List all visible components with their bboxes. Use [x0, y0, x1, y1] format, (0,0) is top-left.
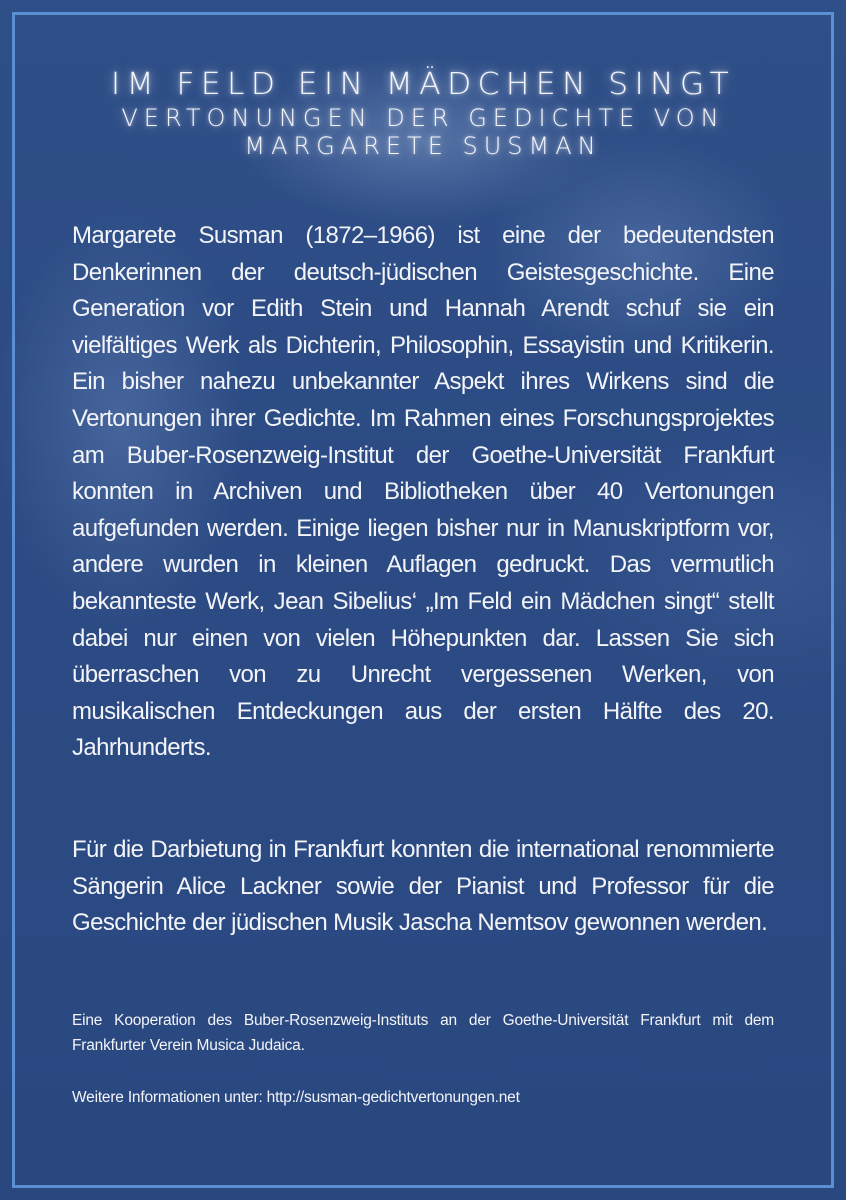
more-info-link[interactable]: Weitere Informationen unter: http://susman-gedichtvertonungen.net [72, 1089, 520, 1106]
subtitle-line-1: VERTONUNGEN DER GEDICHTE VON [121, 104, 725, 132]
subtitle-line-2: MARGARETE SUSMAN [244, 132, 602, 160]
page-title: IM FELD EIN MÄDCHEN SINGT [110, 67, 736, 102]
performers-paragraph: Für die Darbietung in Frankfurt konnten die international renommierte Sängerin Alice Lackner sowie der Pianist und Professor für die Geschichte der jüdischen Musik Jascha Nemtsov gewonnen werden. [72, 836, 774, 937]
cooperation-note: Eine Kooperation des Buber-Rosenzweig-Instituts an der Goethe-Universität Frankfurt mit dem Frankfurter Verein Musica Judaica. [72, 1012, 774, 1054]
intro-paragraph: Margarete Susman (1872–1966) ist eine der bedeutendsten Denkerinnen der deutsch-jüdischen Geistesgeschichte. Eine Generation vor Edith Stein und Hannah Arendt schuf sie ein vielfältiges Werk als Dichterin, Philosophin, Essayistin und Kritikerin. Ein bisher nahezu unbekannter Aspekt ihres Wirkens sind die Vertonungen ihrer Gedichte. Im Rahmen eines Forschungsprojektes am Buber-Rosenzweig-Institut der Goethe-Universität Frankfurt konnten in Archiven und Bibliotheken über 40 Vertonungen aufgefunden werden. Einige liegen bisher nur in Manuskriptform vor, andere wurden in kleinen Auflagen gedruckt. Das vermutlich bekannteste Werk, Jean Sibelius‘ „Im Feld ein Mädchen singt“ stellt dabei nur einen von vielen Höhepunkten dar. Lassen Sie sich überraschen von zu Unrecht vergessenen Werken, von musikalischen Entdeckungen aus der ersten Hälfte des 20. Jahrhunderts. [72, 222, 774, 762]
header [0, 66, 846, 160]
